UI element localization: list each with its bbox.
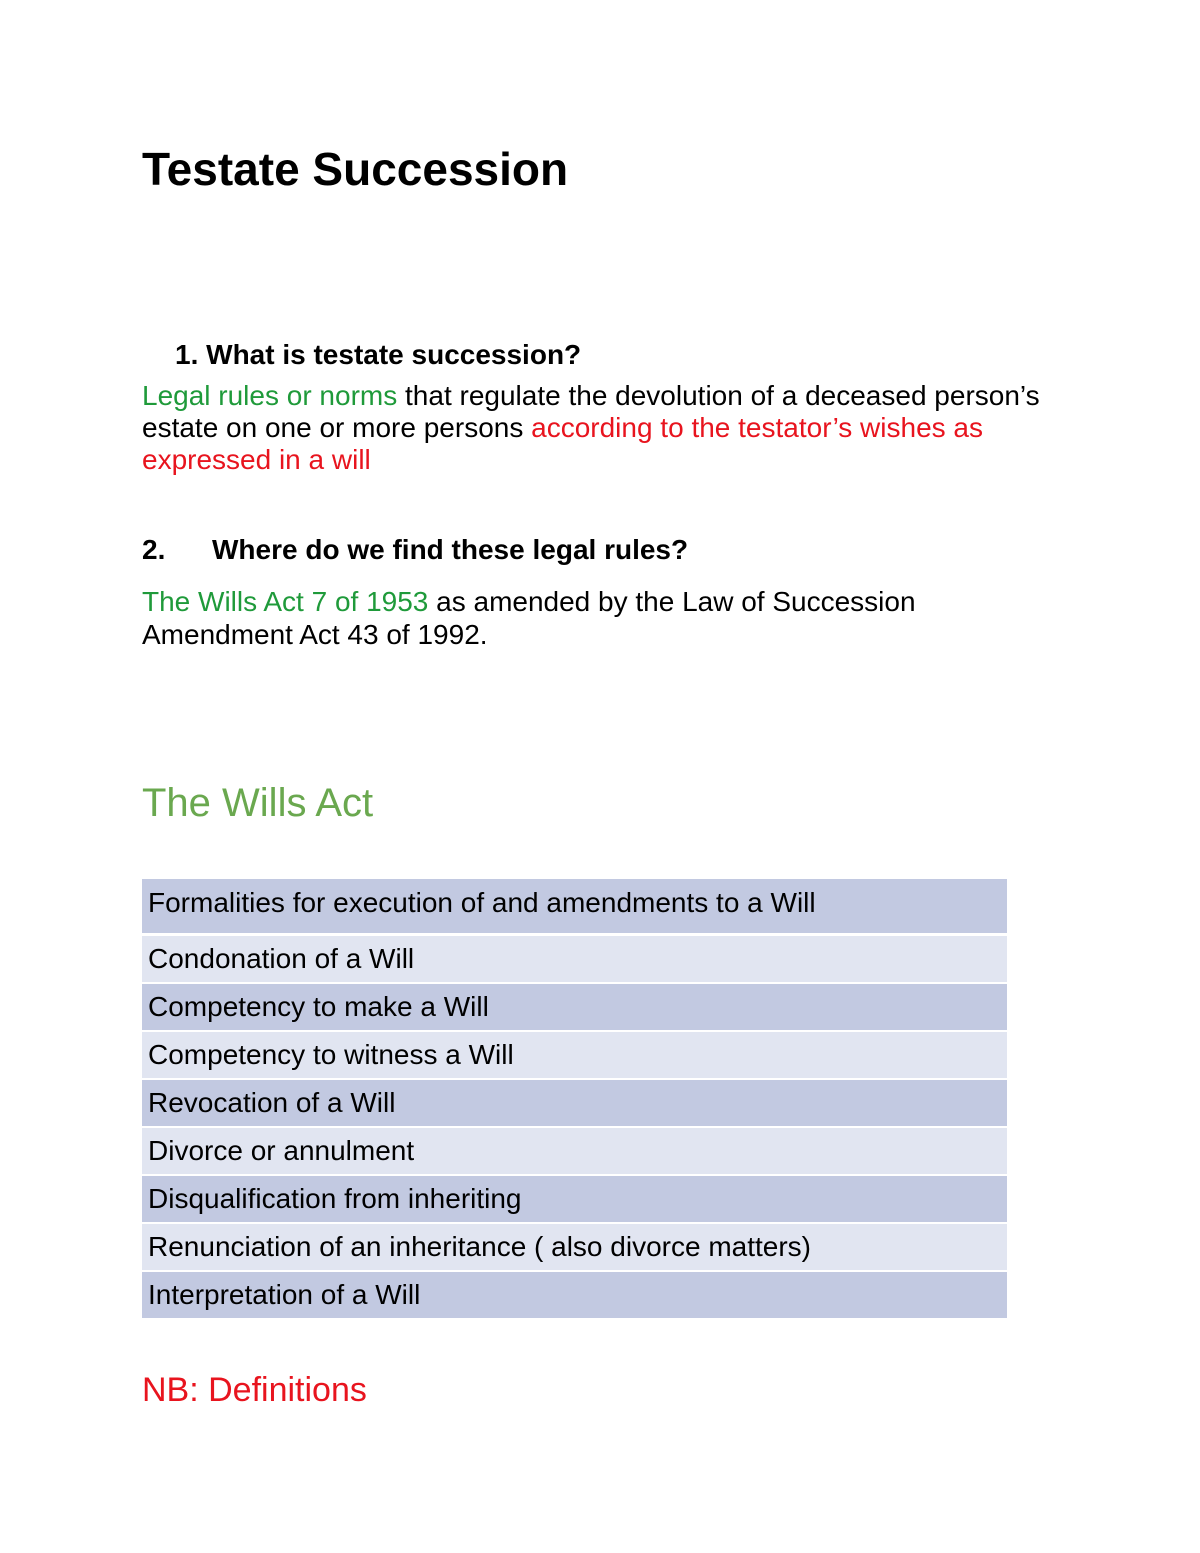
question-2-text: Where do we find these legal rules? bbox=[212, 534, 689, 565]
question-2 bbox=[142, 531, 688, 569]
answer-1-body: that regulate the devolution of a deceased person’s estate on one or more persons bbox=[142, 380, 1040, 443]
topic-row: Renunciation of an inheritance ( also divorce matters) bbox=[142, 1224, 1007, 1270]
topic-row: Condonation of a Will bbox=[142, 936, 1007, 982]
answer-2 bbox=[142, 585, 1042, 651]
topic-row: Interpretation of a Will bbox=[142, 1272, 1007, 1318]
answer-1-highlight-green: Legal rules or norms bbox=[142, 380, 398, 411]
answer-2-highlight-green: The Wills Act 7 of 1953 bbox=[142, 586, 429, 617]
answer-2-body: as amended by the Law of Succession Amendment Act 43 of 1992. bbox=[142, 586, 916, 650]
answer-1 bbox=[142, 380, 1042, 476]
page-title: Testate Succession bbox=[142, 143, 569, 195]
question-1-number: 1. bbox=[175, 339, 199, 370]
section-heading-wills-act: The Wills Act bbox=[142, 781, 374, 825]
question-1-text: What is testate succession? bbox=[206, 339, 582, 370]
nb-definitions-note: NB: Definitions bbox=[142, 1371, 367, 1409]
question-1 bbox=[175, 336, 581, 374]
topic-row: Divorce or annulment bbox=[142, 1128, 1007, 1174]
topic-row: Competency to witness a Will bbox=[142, 1032, 1007, 1078]
topic-row: Revocation of a Will bbox=[142, 1080, 1007, 1126]
answer-1-highlight-red: according to the testator’s wishes as expressed in a will bbox=[142, 412, 983, 475]
topic-row: Competency to make a Will bbox=[142, 984, 1007, 1030]
topic-row: Formalities for execution of and amendments to a Will bbox=[142, 879, 1007, 933]
wills-act-topics-table bbox=[142, 879, 1007, 1320]
question-2-number: 2. bbox=[142, 534, 166, 565]
topic-row: Disqualification from inheriting bbox=[142, 1176, 1007, 1222]
